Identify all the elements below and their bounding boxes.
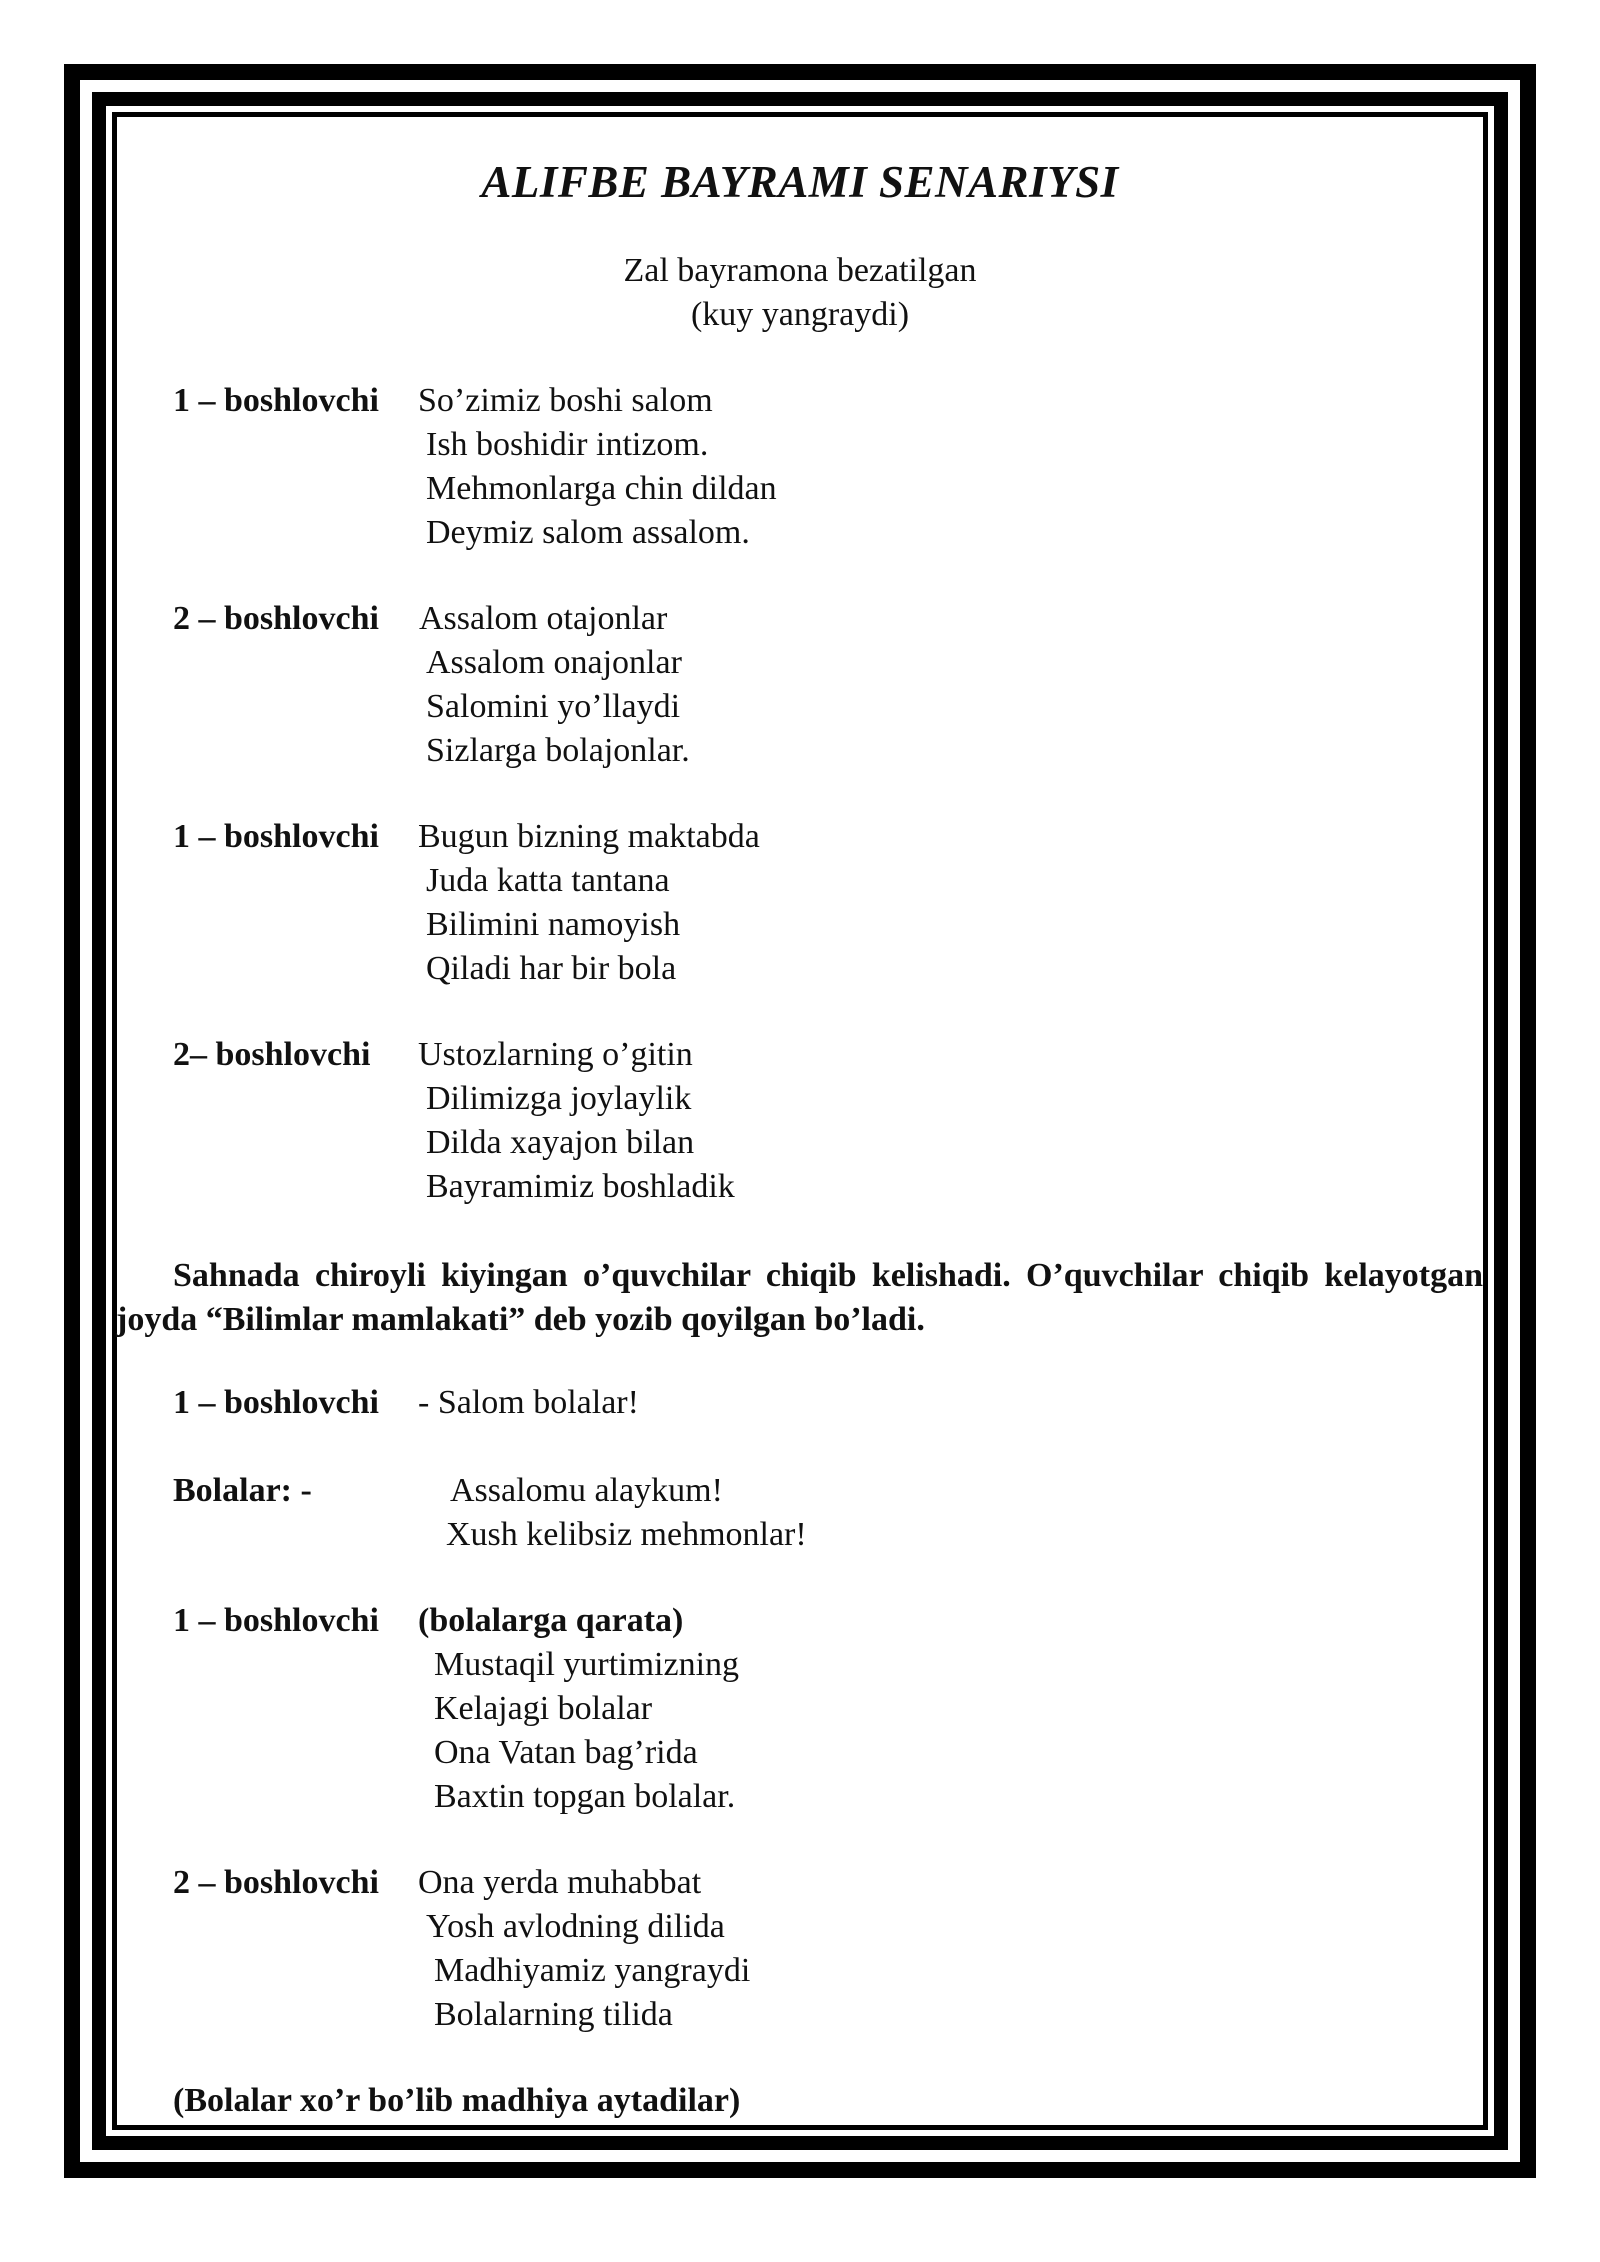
verse-line: Dilda xayajon bilan — [426, 1124, 695, 1161]
speaker-label: 1 – boshlovchi — [173, 1602, 379, 1639]
verse-line: Qiladi har bir bola — [426, 950, 677, 987]
verse-line: Bilimini namoyish — [426, 906, 681, 943]
intro-line: Zal bayramona bezatilgan — [623, 252, 977, 289]
speaker-label: 2 – boshlovchi — [173, 600, 379, 637]
verse-line: Ona yerda muhabbat — [418, 1864, 702, 1901]
speaker-note: (bolalarga qarata) — [418, 1602, 684, 1639]
verse-line: Madhiyamiz yangraydi — [434, 1952, 751, 1989]
verse-line: Kelajagi bolalar — [434, 1690, 653, 1727]
stage-direction: Sahnada chiroyli kiyingan o’quvchilar chiqib kelishadi. O’quvchilar chiqib kelayotgan joyda “Bilimlar mamlakati” deb yozib qoyilgan bo’ladi. — [116, 1257, 1483, 1338]
verse-line: Ona Vatan bag’rida — [434, 1734, 698, 1771]
verse-line: Deymiz salom assalom. — [426, 514, 750, 551]
dialogue-line: - Salom bolalar! — [418, 1384, 639, 1421]
verse-line: Mehmonlarga chin dildan — [426, 470, 777, 507]
verse-line: Mustaqil yurtimizning — [434, 1646, 740, 1683]
verse-line: Yosh avlodning dilida — [426, 1908, 725, 1945]
verse-line: Salomini yo’llaydi — [426, 688, 681, 725]
speaker-label: 2– boshlovchi — [173, 1036, 371, 1073]
speaker-label: 1 – boshlovchi — [173, 818, 379, 855]
verse-line: Bolalarning tilida — [434, 1996, 673, 2033]
verse-line: Bayramimiz boshladik — [426, 1168, 735, 1205]
speaker-label: Bolalar: - — [173, 1472, 312, 1509]
verse-line: Dilimizga joylaylik — [426, 1080, 692, 1117]
verse-line: So’zimiz boshi salom — [418, 382, 713, 419]
verse-line: Sizlarga bolajonlar. — [426, 732, 690, 769]
verse-line: Baxtin topgan bolalar. — [434, 1778, 736, 1815]
verse-line: Ish boshidir intizom. — [426, 426, 709, 463]
speaker-label: 2 – boshlovchi — [173, 1864, 379, 1901]
document-title: ALIFBE BAYRAMI SENARIYSI — [481, 157, 1119, 207]
document-body — [116, 116, 1484, 2126]
intro-line: (kuy yangraydi) — [690, 296, 910, 333]
verse-line: Bugun bizning maktabda — [418, 818, 760, 855]
dialogue-line: Assalomu alaykum! — [450, 1472, 723, 1509]
verse-line: Assalom otajonlar — [419, 600, 668, 637]
verse-line: Assalom onajonlar — [426, 644, 682, 681]
verse-line: Juda katta tantana — [426, 862, 670, 899]
dialogue-line: Xush kelibsiz mehmonlar! — [446, 1516, 807, 1553]
verse-line: Ustozlarning o’gitin — [418, 1036, 693, 1073]
speaker-label: 1 – boshlovchi — [173, 1384, 379, 1421]
closing-direction: (Bolalar xo’r bo’lib madhiya aytadilar) — [173, 2082, 741, 2119]
speaker-label: 1 – boshlovchi — [173, 382, 379, 419]
